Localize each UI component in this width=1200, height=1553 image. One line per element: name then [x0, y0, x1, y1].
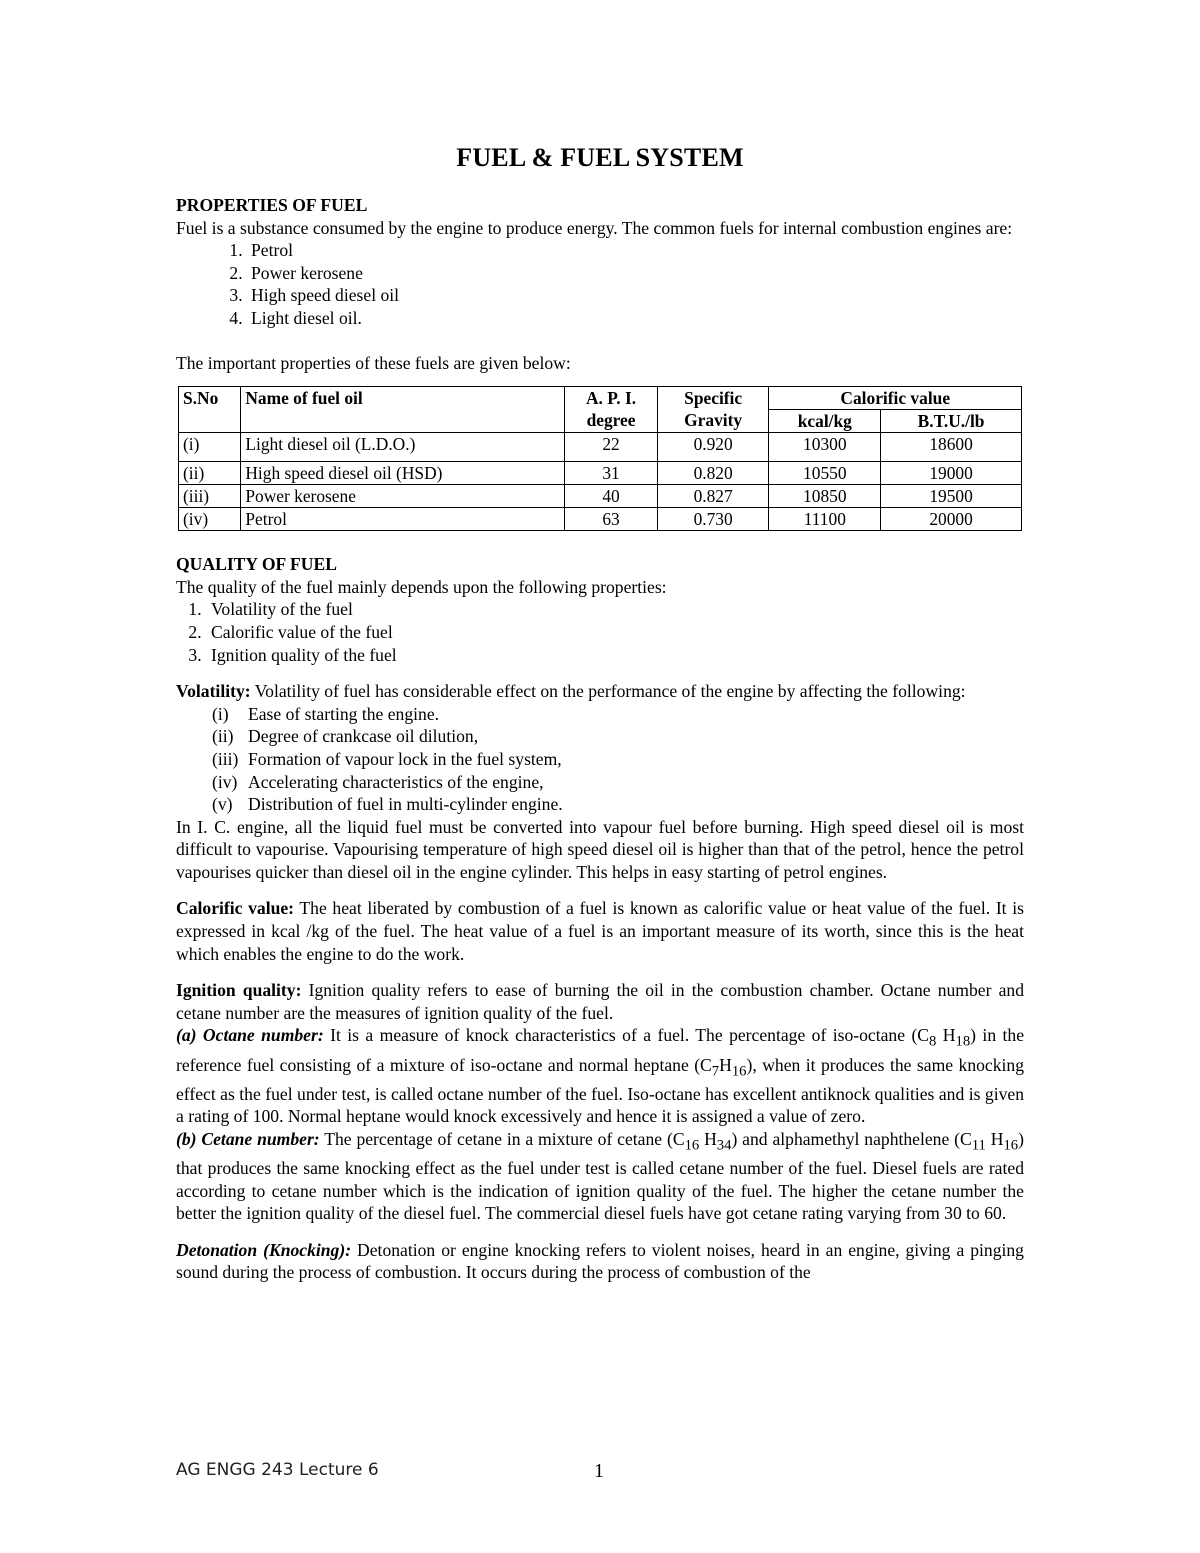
- volatility-list: [176, 703, 1024, 816]
- cell-api: 31: [565, 462, 658, 485]
- cell-btu: 20000: [881, 508, 1022, 531]
- cell-name: Power kerosene: [241, 485, 565, 508]
- cell-sg: 0.820: [657, 462, 769, 485]
- cell-sg: 0.920: [657, 433, 769, 462]
- list-item: 1. Petrol: [247, 239, 1024, 262]
- cell-sno: (iii): [179, 485, 241, 508]
- table-row: [179, 433, 1022, 462]
- quality-heading: QUALITY OF FUEL: [176, 554, 337, 575]
- cell-api: 22: [565, 433, 658, 462]
- table-row: [179, 462, 1022, 485]
- list-item: (v) Distribution of fuel in multi-cylinder engine.: [212, 794, 563, 815]
- fuel-properties-table: [178, 386, 1022, 531]
- volatility-after-paragraph: In I. C. engine, all the liquid fuel must be converted into vapour fuel before burning. High speed diesel oil is most difficult to vapourise. Vapourising temperature of high speed diesel oil is higher than that of the petrol, hence the petrol vapourises quicker than diesel oil in the engine cylinder. This helps in easy starting of petrol engines.: [176, 816, 1024, 882]
- list-item: 3. High speed diesel oil: [247, 284, 1024, 307]
- list-item: (iv) Accelerating characteristics of the engine,: [212, 771, 544, 792]
- cell-sg: 0.730: [657, 508, 769, 531]
- cell-name: High speed diesel oil (HSD): [241, 462, 565, 485]
- cell-kcal: 10300: [769, 433, 881, 462]
- cell-kcal: 10550: [769, 462, 881, 485]
- quality-list: [176, 598, 1024, 666]
- list-item: 4. Light diesel oil.: [247, 307, 1024, 330]
- volatility-label: Volatility:: [176, 681, 251, 702]
- fuel-list: [176, 239, 1024, 329]
- header-specific-gravity: Specific Gravity: [657, 387, 769, 433]
- table-row: [179, 485, 1022, 508]
- cell-sno: (ii): [179, 462, 241, 485]
- table-intro: The important properties of these fuels are given below:: [176, 352, 571, 373]
- list-item: (iii) Formation of vapour lock in the fuel system,: [212, 748, 562, 769]
- header-btu: B.T.U./lb: [881, 410, 1022, 433]
- cell-btu: 19000: [881, 462, 1022, 485]
- document-body: [176, 194, 1024, 1284]
- cetane-label: (b) Cetane number:: [176, 1128, 320, 1149]
- page-number: 1: [594, 1460, 604, 1482]
- ignition-paragraph: Ignition quality: Ignition quality refers to ease of burning the oil in the combustion chamber. Octane number and cetane number are the measures of ignition quality of the fuel.: [176, 980, 1025, 1023]
- detonation-paragraph: Detonation (Knocking): Detonation or engine knocking refers to violent noises, heard in an engine, giving a pinging sound during the process of combustion. It occurs during the process of combustion of the: [176, 1239, 1024, 1283]
- cetane-paragraph: (b) Cetane number: The percentage of cetane in a mixture of cetane ($C_{16}$ $H_{34}$) and alphamethyl naphthelene ($C_{11}$ $H_{16}$) that produces the same knocking effect as the fuel under test is called cetane number of the fuel. Diesel fuels are rated according to cetane number which is the indication of ignition quality of the fuel. The higher the cetane number the better the ignition quality of the diesel fuel. The commercial diesel fuels have got cetane rating varying from 30 to 60.: [176, 1128, 1024, 1224]
- header-name: Name of fuel oil: [241, 387, 565, 433]
- list-item: 2. Power kerosene: [247, 262, 1024, 285]
- cell-api: 63: [565, 508, 658, 531]
- header-kcal: kcal/kg: [769, 410, 881, 433]
- cell-kcal: 10850: [769, 485, 881, 508]
- cell-name: Petrol: [241, 508, 565, 531]
- header-sno: S.No: [179, 387, 241, 433]
- volatility-paragraph: Volatility: Volatility of fuel has considerable effect on the performance of the engine by affecting the following:: [176, 681, 966, 702]
- octane-label: (a) Octane number:: [176, 1025, 324, 1046]
- detonation-label: Detonation (Knocking):: [176, 1239, 352, 1260]
- header-api: A. P. I. degree: [565, 387, 658, 433]
- calorific-paragraph: Calorific value: The heat liberated by combustion of a fuel is known as calorific value or heat value of the fuel. It is expressed in kcal /kg of the fuel. The heat value of a fuel is an important measure of its worth, since this is the heat which enables the engine to do the work.: [176, 898, 1024, 964]
- properties-heading: PROPERTIES OF FUEL: [176, 195, 368, 215]
- footer-course-label: AG ENGG 243 Lecture 6: [176, 1460, 379, 1480]
- cell-kcal: 11100: [769, 508, 881, 531]
- list-item: 3. Ignition quality of the fuel: [206, 644, 1024, 667]
- cell-btu: 19500: [881, 485, 1022, 508]
- calorific-label: Calorific value:: [176, 898, 295, 919]
- quality-intro: The quality of the fuel mainly depends upon the following properties:: [176, 576, 667, 597]
- ignition-label: Ignition quality:: [176, 980, 302, 1001]
- cell-sg: 0.827: [657, 485, 769, 508]
- table-row: [179, 508, 1022, 531]
- cell-api: 40: [565, 485, 658, 508]
- list-item: (i) Ease of starting the engine.: [212, 703, 440, 724]
- page-title: FUEL & FUEL SYSTEM: [456, 143, 744, 172]
- octane-paragraph: (a) Octane number: It is a measure of knock characteristics of a fuel. The percentage of iso-octane ($C_8$ $H_{18}$) in the reference fuel consisting of a mixture of iso-octane and normal heptane $(C_7H_{16})$, when it produces the same knocking effect as the fuel under test, is called octane number of the fuel. Iso-octane has excellent antiknock qualities and is given a rating of 100. Normal heptane would knock excessively and hence it is assigned a value of zero.: [176, 1025, 1025, 1127]
- list-item: 2. Calorific value of the fuel: [206, 621, 1024, 644]
- cell-btu: 18600: [881, 433, 1022, 462]
- properties-intro: Fuel is a substance consumed by the engine to produce energy. The common fuels for internal combustion engines are:: [176, 217, 1013, 238]
- table-header-row: [179, 387, 1022, 410]
- header-calorific-value: Calorific value: [769, 387, 1022, 410]
- cell-name: Light diesel oil (L.D.O.): [241, 433, 565, 462]
- cell-sno: (i): [179, 433, 241, 462]
- list-item: 1. Volatility of the fuel: [206, 598, 1024, 621]
- list-item: (ii) Degree of crankcase oil dilution,: [212, 726, 479, 747]
- cell-sno: (iv): [179, 508, 241, 531]
